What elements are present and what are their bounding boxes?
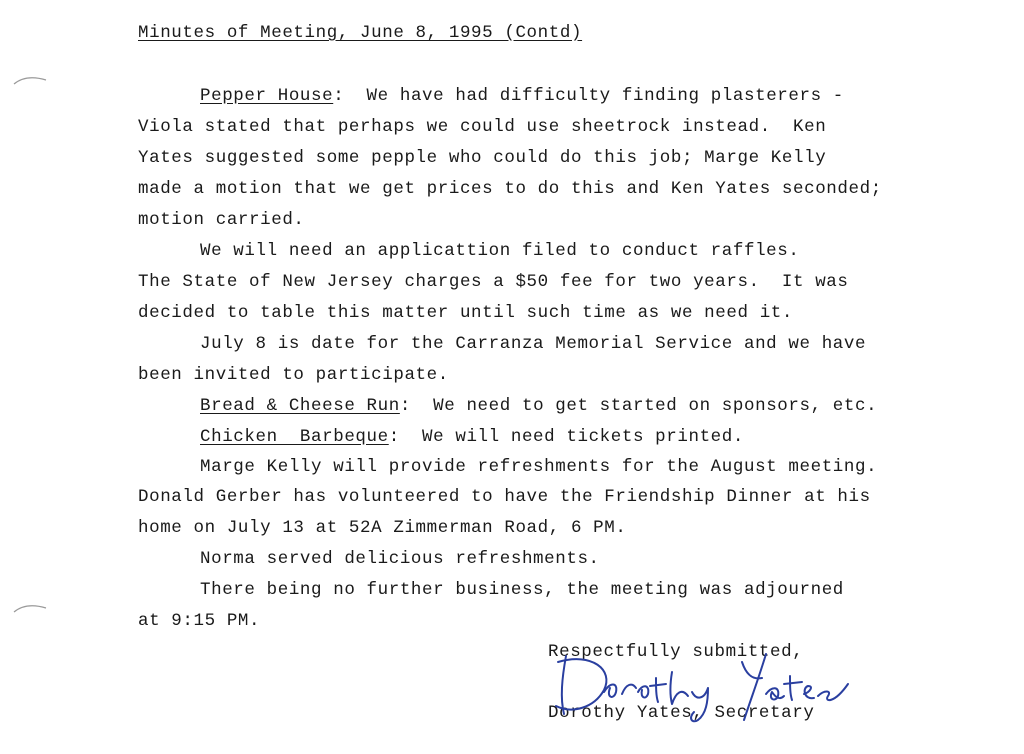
paragraph-line	[200, 396, 877, 416]
paragraph-line: at 9:15 PM.	[138, 611, 261, 631]
punch-hole-mark-bottom	[12, 600, 48, 616]
section-label: Bread & Cheese Run	[200, 396, 400, 416]
paragraph-line: decided to table this matter until such time as we need it.	[138, 303, 794, 323]
paragraph-line: motion carried.	[138, 210, 305, 230]
signature-name: Dorothy Yates, Secretary	[548, 703, 815, 723]
paragraph-line	[200, 427, 744, 447]
paragraph-line	[200, 86, 844, 106]
paragraph-line: Donald Gerber has volunteered to have the Friendship Dinner at his	[138, 487, 871, 507]
section-label: Chicken Barbeque	[200, 427, 389, 447]
line-text: : We need to get started on sponsors, etc.	[399, 396, 878, 416]
closing-text: Respectfully submitted,	[548, 642, 804, 662]
paragraph-line: Marge Kelly will provide refreshments for the August meeting.	[200, 457, 878, 477]
paragraph-line: The State of New Jersey charges a $50 fee for two years. It was	[138, 272, 849, 292]
paragraph-line: Norma served delicious refreshments.	[200, 549, 600, 569]
paragraph-line: Yates suggested some pepple who could do this job; Marge Kelly	[138, 148, 827, 168]
paragraph-line: made a motion that we get prices to do this and Ken Yates seconded;	[138, 179, 882, 199]
line-text: : We have had difficulty finding plasterers -	[333, 86, 844, 106]
paragraph-line: Viola stated that perhaps we could use sheetrock instead. Ken	[138, 117, 827, 137]
paragraph-line: There being no further business, the meeting was adjourned	[200, 580, 844, 600]
line-text: : We will need tickets printed.	[388, 427, 744, 447]
paragraph-line: been invited to participate.	[138, 365, 449, 385]
section-label: Pepper House	[200, 86, 334, 106]
paragraph-line: July 8 is date for the Carranza Memorial Service and we have	[200, 334, 867, 354]
punch-hole-mark-top	[12, 72, 48, 88]
handwritten-signature	[552, 648, 862, 728]
paragraph-line: We will need an applicattion filed to conduct raffles.	[200, 241, 800, 261]
document-heading: Minutes of Meeting, June 8, 1995 (Contd)	[138, 23, 583, 43]
paragraph-line: home on July 13 at 52A Zimmerman Road, 6 PM.	[138, 518, 627, 538]
